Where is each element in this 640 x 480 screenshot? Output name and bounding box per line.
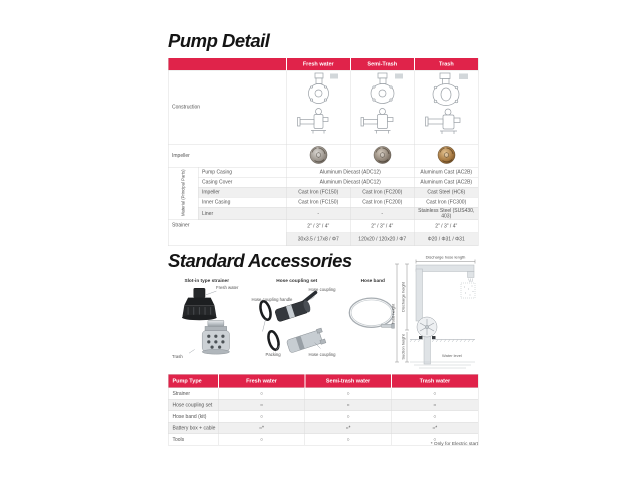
impeller-photo-fresh <box>286 144 350 167</box>
hose-coupling-bottom-label: Hose coupling <box>308 352 336 357</box>
row-label-impeller: Impeller <box>168 144 286 167</box>
section-title-pump-detail: Pump Detail <box>168 30 270 51</box>
fresh-water-label: Fresh water <box>216 285 239 290</box>
row-label-casing-cover: Casing Cover <box>198 177 286 187</box>
installation-diagram <box>390 254 478 373</box>
value-cell: ○ <box>391 434 478 446</box>
value-cell: Aluminum Diecast (ADC12) <box>286 177 414 187</box>
value-cell: Cast Iron (FC150) <box>286 197 350 207</box>
construction-row <box>168 70 478 144</box>
impeller-photo-semi <box>350 144 414 167</box>
value-cell: 2" / 3" / 4" <box>414 220 478 233</box>
section-title-standard-accessories: Standard Accessories <box>168 250 352 271</box>
col-header-pump-type: Pump Type <box>168 374 218 388</box>
value-cell: ○ <box>391 411 478 423</box>
value-cell: 2" / 3" / 4" <box>350 220 414 233</box>
impeller-photo-row <box>168 144 478 167</box>
value-cell: ○ <box>305 399 392 411</box>
value-cell: ○* <box>305 422 392 434</box>
hose-coupling-top-label: Hose coupling <box>308 287 336 292</box>
row-label: Hose band (kit) <box>168 411 218 423</box>
material-row-liner <box>168 207 478 220</box>
value-cell: ○* <box>391 422 478 434</box>
value-cell: ○ <box>305 411 392 423</box>
pump-drawing-semi <box>355 71 410 142</box>
accessory-hoseband-title: Hose band <box>360 278 385 284</box>
value-cell: Aluminum Cast (AC2B) <box>414 177 478 187</box>
packing-label: Packing <box>265 352 281 357</box>
total-height-label: Total height <box>390 303 396 325</box>
value-cell: - <box>350 207 414 220</box>
strainer-sizes-row <box>168 220 478 233</box>
construction-cell-semi <box>350 70 414 144</box>
accessory-row-strainer <box>168 388 478 400</box>
row-label: Hose coupling set <box>168 399 218 411</box>
value-cell: - <box>286 207 350 220</box>
value-cell: ○ <box>218 411 305 423</box>
discharge-height-label: Discharge height <box>400 281 406 313</box>
value-cell: ○ <box>305 388 392 400</box>
col-header-fresh-water: Fresh water <box>286 58 350 70</box>
impeller-photo-trash <box>414 144 478 167</box>
col-header-semi-trash-water: Semi-trash water <box>305 374 392 388</box>
row-label-pump-casing: Pump Casing <box>198 167 286 177</box>
accessory-coupling-title: Hose coupling set <box>276 278 318 284</box>
value-cell: ○ <box>218 434 305 446</box>
value-cell: 2" / 3" / 4" <box>286 220 350 233</box>
value-cell: Φ20 / Φ31 / Φ31 <box>414 233 478 246</box>
material-group-label: Material (Principal Parts) <box>168 167 198 220</box>
material-row-pump-casing <box>168 167 478 177</box>
value-cell: ○ <box>391 388 478 400</box>
electric-start-footnote: * Only for Electric start <box>430 441 478 447</box>
material-row-impeller <box>168 187 478 197</box>
row-label-strainer: Strainer <box>168 220 286 246</box>
catalog-page <box>168 30 478 480</box>
value-cell: Cast Iron (FC150) <box>286 187 350 197</box>
material-row-casing-cover <box>168 177 478 187</box>
col-header-trash: Trash <box>414 58 478 70</box>
row-label: Tools <box>168 434 218 446</box>
col-header-empty <box>168 58 286 70</box>
pump-drawing-trash <box>419 71 474 142</box>
pump-drawing-fresh <box>291 71 346 142</box>
row-label: Battery box + cable <box>168 422 218 434</box>
value-cell: ○ <box>218 399 305 411</box>
pump-detail-table <box>168 58 479 246</box>
impeller-image-fresh <box>308 145 328 165</box>
value-cell: Cast Iron (FC300) <box>414 197 478 207</box>
col-header-semi-trash: Semi-Trash <box>350 58 414 70</box>
value-cell: ○* <box>218 422 305 434</box>
material-row-inner-casing <box>168 197 478 207</box>
detail-header-row <box>168 58 478 70</box>
row-label-construction: Construction <box>168 70 286 144</box>
value-cell: Cast Iron (FC200) <box>350 187 414 197</box>
accessory-strainer-title: Slot-in type strainer <box>184 278 230 284</box>
trash-label: Trash <box>172 354 183 359</box>
value-cell: 120x20 / 120x20 / Φ7 <box>350 233 414 246</box>
accessory-hoseband-group <box>344 278 402 373</box>
impeller-image-trash <box>436 145 456 165</box>
col-header-trash-water: Trash water <box>391 374 478 388</box>
accessory-header-row <box>168 374 478 388</box>
value-cell: ○ <box>391 399 478 411</box>
value-cell: ○ <box>305 434 392 446</box>
value-cell: ○ <box>218 388 305 400</box>
row-label-liner: Liner <box>198 207 286 220</box>
construction-cell-trash <box>414 70 478 144</box>
col-header-fresh-water: Fresh water <box>218 374 305 388</box>
value-cell: Cast Steel (HC6) <box>414 187 478 197</box>
construction-cell-fresh <box>286 70 350 144</box>
water-level-label: Water level <box>442 353 462 358</box>
suction-height-label: Suction height <box>400 334 406 360</box>
row-label-impeller-material: Impeller <box>198 187 286 197</box>
hose-coupling-handle-label: Hose coupling handle <box>251 297 293 302</box>
row-label: Strainer <box>168 388 218 400</box>
accessory-table <box>168 374 479 446</box>
discharge-hose-length-label: Discharge hose length <box>425 254 466 260</box>
accessory-row-battery-box <box>168 422 478 434</box>
hose-coupling-set-image <box>251 285 341 360</box>
accessory-strainer-group <box>168 278 246 373</box>
row-label-inner-casing: Inner Casing <box>198 197 286 207</box>
value-cell: 30x3.5 / 17x8 / Φ7 <box>286 233 350 246</box>
pump-height-diagram <box>390 254 478 373</box>
accessory-row-coupling-set <box>168 399 478 411</box>
value-cell: Stainless Steel (SUS430, 403) <box>414 207 478 220</box>
slot-in-strainer-image <box>168 285 243 365</box>
accessory-row-hose-band <box>168 411 478 423</box>
value-cell: Aluminum Diecast (ADC12) <box>286 167 414 177</box>
impeller-image-semi <box>372 145 392 165</box>
value-cell: Cast Iron (FC200) <box>350 197 414 207</box>
accessory-coupling-group <box>251 278 344 373</box>
value-cell: Aluminum Cast (AC2B) <box>414 167 478 177</box>
